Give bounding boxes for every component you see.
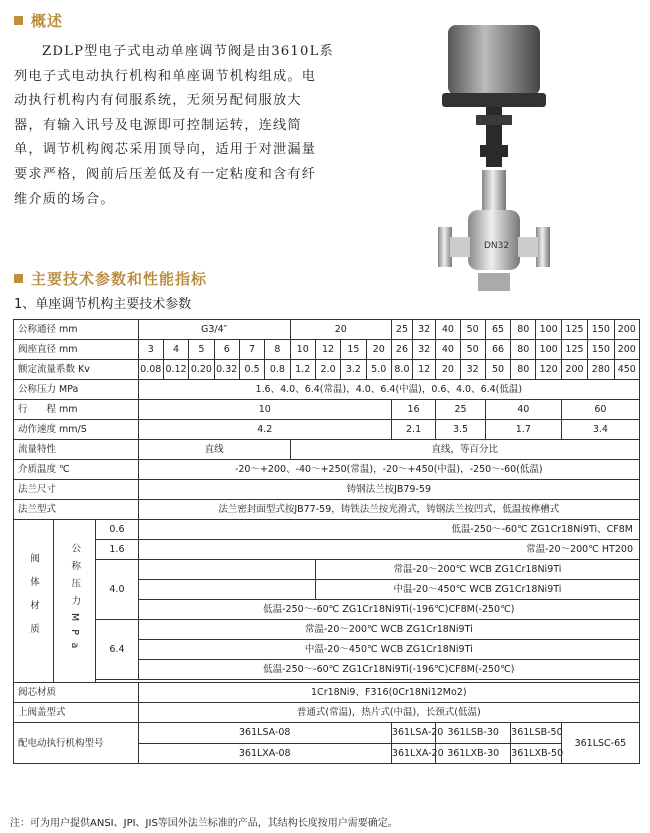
overview-line: 动执行机构内有伺服系统，无须另配伺服放大: [14, 93, 302, 109]
kv-cell: 450: [614, 360, 639, 380]
core-label: 阀芯材质: [14, 683, 139, 703]
seat-cell: 8: [265, 340, 290, 360]
valve-product-image: [420, 5, 560, 305]
bullet-square-icon: [14, 16, 23, 25]
params-subtitle: 1、单座调节机构主要技术参数: [14, 297, 192, 312]
kv-cell: 0.08: [138, 360, 163, 380]
dn-cell: 150: [588, 320, 614, 340]
material-value: 低温-250～-60℃ ZG1Cr18Ni9Ti、CF8M: [138, 520, 639, 540]
kv-cell: 32: [460, 360, 485, 380]
speed-cell: 1.7: [485, 420, 561, 440]
material-value: 常温-20～200℃ WCB ZG1Cr18Ni9Ti: [138, 620, 639, 640]
speed-cell: 3.4: [561, 420, 639, 440]
speed-cell: 4.2: [138, 420, 391, 440]
seat-cell: 66: [485, 340, 510, 360]
overview-line: 维介质的场合。: [14, 191, 115, 207]
kv-cell: 12: [413, 360, 436, 380]
table-row: [14, 723, 640, 744]
actuator-label: 配电动执行机构型号: [14, 723, 139, 764]
seat-cell: 125: [561, 340, 587, 360]
pn-sub-label: 公称压力MPa: [54, 520, 96, 683]
seat-cell: 20: [366, 340, 391, 360]
table-row: [14, 620, 640, 640]
speed-cell: 2.1: [391, 420, 435, 440]
table-row: [14, 380, 640, 400]
dn-cell: 50: [460, 320, 485, 340]
material-value: 中温-20～450℃ WCB ZG1Cr18Ni9Ti: [138, 640, 639, 660]
stroke-cell: 25: [436, 400, 486, 420]
kv-cell: 0.5: [239, 360, 264, 380]
pn-label: 公称压力 MPa: [14, 380, 139, 400]
bonnet-label: 上阀盖型式: [14, 703, 139, 723]
seat-cell: 7: [239, 340, 264, 360]
material-value: 低温-250～-60℃ ZG1Cr18Ni9Ti(-196℃)CF8M(-250℃): [138, 660, 639, 680]
blank-cell: [138, 560, 315, 580]
table-row: [14, 683, 640, 703]
seat-label: 阀座直径 mm: [14, 340, 139, 360]
kv-cell: 280: [588, 360, 614, 380]
seat-cell: 3: [138, 340, 163, 360]
flange-type-label: 法兰型式: [14, 500, 139, 520]
flange-size-label: 法兰尺寸: [14, 480, 139, 500]
actuator-cell: 361LXB-30: [436, 743, 511, 764]
table-row: [14, 360, 640, 380]
dn-cell: G3/4″: [138, 320, 290, 340]
table-row: [14, 520, 640, 540]
dn-cell: 25: [391, 320, 412, 340]
bonnet-value: 普通式(常温)，热片式(中温)，长颈式(低温): [138, 703, 639, 723]
pn-value-cell: 4.0: [96, 560, 138, 620]
temp-label: 介质温度 ℃: [14, 460, 139, 480]
stroke-cell: 10: [138, 400, 391, 420]
pn-value-cell: 0.6: [96, 520, 138, 540]
actuator-cell: 361LXA-20: [391, 743, 435, 764]
kv-cell: 0.32: [214, 360, 239, 380]
overview-line: 单，调节机构阀芯采用顶导向，适用于对泄漏量: [14, 142, 317, 158]
seat-cell: 26: [391, 340, 412, 360]
table-row: [14, 400, 640, 420]
flange-type-value: 法兰密封面型式按JB77-59，铸铁法兰按光滑式，铸钢法兰按凹式，低温按榫槽式: [138, 500, 639, 520]
seat-cell: 5: [189, 340, 214, 360]
actuator-cell: 361LSC-65: [561, 723, 639, 764]
kv-cell: 0.8: [265, 360, 290, 380]
material-value: 常温-20～200℃ WCB ZG1Cr18Ni9Ti: [315, 560, 639, 580]
actuator-cell: 361LSA-08: [138, 723, 391, 744]
kv-cell: 120: [536, 360, 561, 380]
stroke-cell: 16: [391, 400, 435, 420]
overview-line: 要求严格，阀前后压差低及有一定粘度和含有纤: [14, 166, 317, 182]
table-row: [14, 540, 640, 560]
stroke-cell: 60: [561, 400, 639, 420]
flow-cell: 直线: [138, 440, 290, 460]
kv-cell: 8.0: [391, 360, 412, 380]
table-row: [14, 703, 640, 723]
seat-cell: 4: [163, 340, 188, 360]
kv-cell: 200: [561, 360, 587, 380]
stroke-label: 行 程 mm: [14, 400, 139, 420]
overview-line: 列电子式电动执行机构和单座调节机构组成。电: [14, 68, 317, 84]
overview-title: 概述: [31, 12, 64, 30]
dn-cell: 125: [561, 320, 587, 340]
actuator-cell: 361LSB-50: [511, 723, 562, 744]
seat-cell: 10: [290, 340, 315, 360]
pn-value: 1.6、4.0、6.4(常温)，4.0、6.4(中温)，0.6、4.0、6.4(低温): [138, 380, 639, 400]
seat-cell: 200: [614, 340, 639, 360]
table-row: [14, 500, 640, 520]
seat-cell: 15: [341, 340, 366, 360]
dn-cell: 20: [290, 320, 391, 340]
flange-size-value: 铸钢法兰按JB79-59: [138, 480, 639, 500]
overview-paragraph: [14, 40, 334, 212]
seat-cell: 50: [460, 340, 485, 360]
kv-cell: 1.2: [290, 360, 315, 380]
core-value: 1Cr18Ni9、F316(0Cr18Ni12Mo2): [138, 683, 639, 703]
actuator-cell: 361LXB-50: [511, 743, 562, 764]
params-heading: [14, 268, 207, 289]
dn-cell: 32: [413, 320, 436, 340]
bullet-square-icon: [14, 274, 23, 283]
kv-cell: 0.12: [163, 360, 188, 380]
dn-label: 公称通径 mm: [14, 320, 139, 340]
flow-cell: 直线，等百分比: [290, 440, 639, 460]
actuator-cell: 361LSA-20: [391, 723, 435, 744]
actuator-cell: 361LXA-08: [138, 743, 391, 764]
seat-cell: 12: [315, 340, 340, 360]
overview-heading: [14, 10, 63, 31]
kv-cell: 50: [485, 360, 510, 380]
material-value: 中温-20～450℃ WCB ZG1Cr18Ni9Ti: [315, 580, 639, 600]
table-row: [14, 460, 640, 480]
actuator-cell: 361LSB-30: [436, 723, 511, 744]
pn-value-cell: 6.4: [96, 620, 138, 680]
overview-line: 器，有输入讯号及电源即可控制运转，连线简: [14, 117, 302, 133]
valve-size-label: DN32: [484, 241, 510, 251]
dn-cell: 40: [436, 320, 460, 340]
seat-cell: 100: [536, 340, 561, 360]
seat-cell: 6: [214, 340, 239, 360]
params-title: 主要技术参数和性能指标: [31, 270, 208, 288]
kv-cell: 20: [436, 360, 460, 380]
kv-cell: 0.20: [189, 360, 214, 380]
spec-table: [13, 319, 640, 764]
footnote: 注：可为用户提供ANSI、JPI、JIS等国外法兰标准的产品，其结构长度按用户需要确定。: [10, 818, 398, 829]
table-row: [14, 420, 640, 440]
material-value: 常温-20～200℃ HT200: [138, 540, 639, 560]
speed-label: 动作速度 mm/S: [14, 420, 139, 440]
blank-cell: [138, 580, 315, 600]
dn-cell: 65: [485, 320, 510, 340]
seat-cell: 80: [511, 340, 536, 360]
temp-value: -20～+200、-40～+250(常温)，-20～+450(中温)，-250～-60(低温): [138, 460, 639, 480]
table-row: [14, 480, 640, 500]
seat-cell: 32: [413, 340, 436, 360]
overview-line: ZDLP型电子式电动单座调节阀是由3610L系: [42, 44, 334, 59]
seat-cell: 150: [588, 340, 614, 360]
pn-value-cell: 1.6: [96, 540, 138, 560]
kv-label: 额定流量系数 Kv: [14, 360, 139, 380]
table-row: [14, 440, 640, 460]
dn-cell: 80: [511, 320, 536, 340]
stroke-cell: 40: [485, 400, 561, 420]
kv-cell: 2.0: [315, 360, 340, 380]
flow-label: 流量特性: [14, 440, 139, 460]
kv-cell: 80: [511, 360, 536, 380]
table-row: [14, 320, 640, 340]
table-row: [14, 560, 640, 580]
kv-cell: 5.0: [366, 360, 391, 380]
speed-cell: 3.5: [436, 420, 486, 440]
dn-cell: 200: [614, 320, 639, 340]
table-row: [14, 340, 640, 360]
material-value: 低温-250～-60℃ ZG1Cr18Ni9Ti(-196℃)CF8M(-250℃): [138, 600, 639, 620]
dn-cell: 100: [536, 320, 561, 340]
kv-cell: 3.2: [341, 360, 366, 380]
body-material-label: 阀体材质: [14, 520, 54, 683]
seat-cell: 40: [436, 340, 460, 360]
